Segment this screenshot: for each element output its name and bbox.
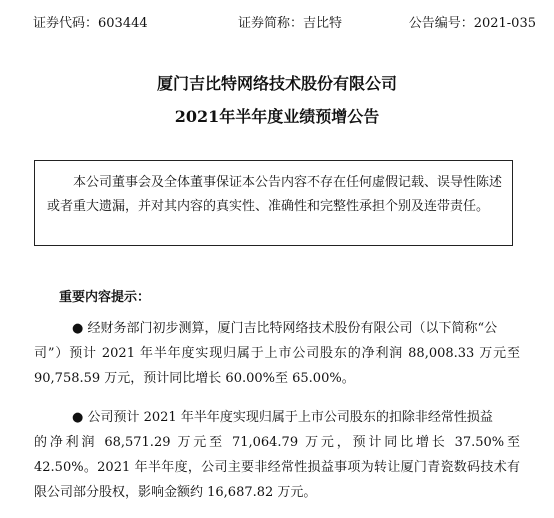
announcement-number: 公告编号：2021-035 (408, 16, 536, 31)
bullet-deducted-profit (34, 405, 520, 505)
bullet-deducted-profit-rest: 的净利润 68,571.29 万元至 71,064.79 万元，预计同比增长 37.50%至 42.50%。2021 年半年度，公司主要非经常性损益事项为转让厦门青瓷数码技术有限公司部分股权，影响金额约 16,687.82 万元。 (34, 435, 520, 500)
board-statement-box: 本公司董事会及全体董事保证本公告内容不存在任何虚假记载、误导性陈述或者重大遗漏，并对其内容的真实性、准确性和完整性承担个别及连带责任。 (34, 160, 513, 246)
highlights-heading: 重要内容提示： (59, 290, 151, 305)
stock-code: 证券代码：603444 (33, 16, 148, 31)
company-name-title: 厦门吉比特网络技术股份有限公司 (156, 74, 397, 93)
bullet-deducted-profit-line1: ● 公司预计 2021 年半年度实现归属于上市公司股东的扣除非经常性损益 (72, 410, 493, 425)
bullet-net-profit (34, 316, 520, 391)
bullet-net-profit-rest: 司”）预计 2021 年半年度实现归属于上市公司股东的净利润 88,008.33 万元至 90,758.59 万元，预计同比增长 60.00%至 65.00%。 (34, 346, 520, 386)
stock-short-name: 证券简称：吉比特 (238, 16, 343, 31)
bullet-net-profit-line1: ● 经财务部门初步测算，厦门吉比特网络技术股份有限公司（以下简称“公 (72, 321, 498, 336)
document-header (33, 12, 536, 32)
announcement-title: 2021年半年度业绩预增公告 (174, 107, 380, 126)
